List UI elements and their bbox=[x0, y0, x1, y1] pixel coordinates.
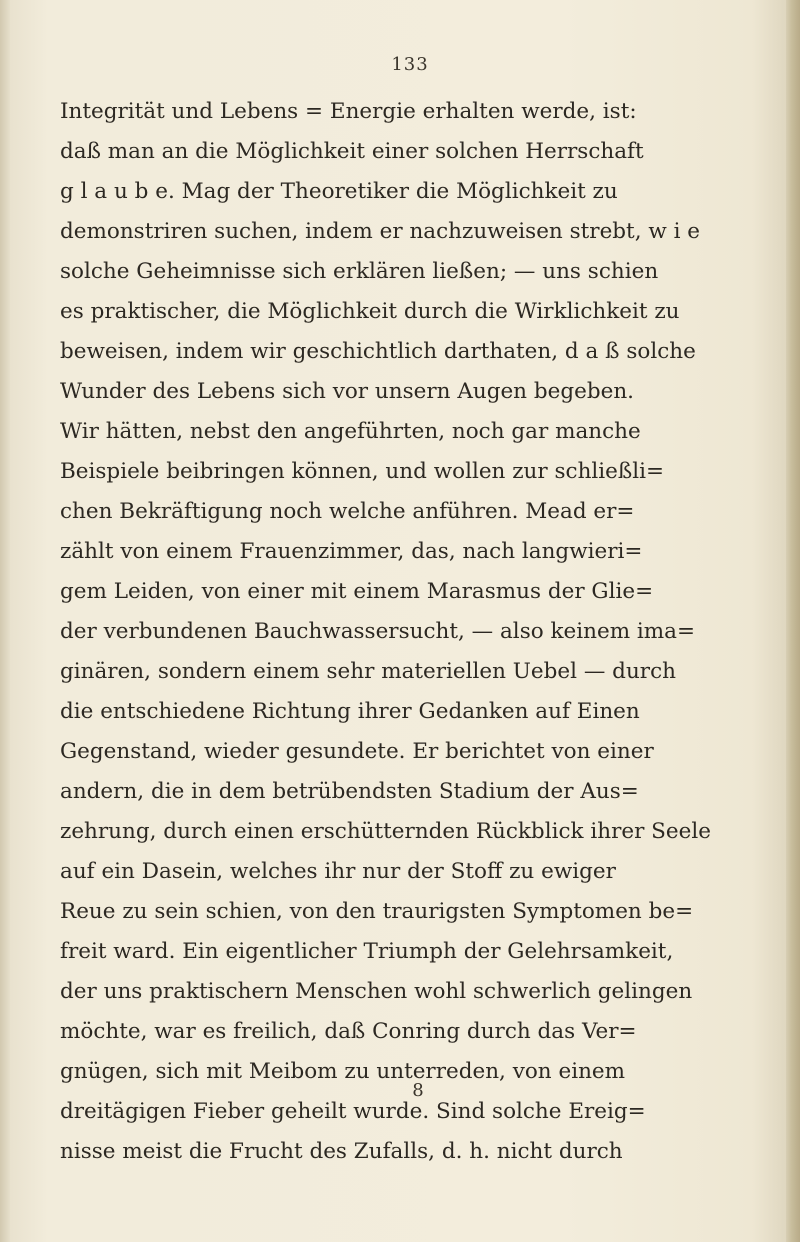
text-line: Wir hätten, nebst den angeführten, noch gar manche bbox=[60, 419, 641, 444]
text-line: die entschiedene Richtung ihrer Gedanken auf Einen bbox=[60, 699, 640, 724]
text-line: zehrung, durch einen erschütternden Rückblick ihrer Seele bbox=[60, 819, 711, 844]
text-line: auf ein Dasein, welches ihr nur der Stoff zu ewiger bbox=[60, 859, 616, 884]
text-line: dreitägigen Fieber geheilt wurde. Sind solche Ereig= bbox=[60, 1099, 646, 1124]
text-line: Reue zu sein schien, von den traurigsten Symptomen be= bbox=[60, 899, 694, 924]
text-line: beweisen, indem wir geschichtlich darthaten, d a ß solche bbox=[60, 339, 696, 364]
text-line: freit ward. Ein eigentlicher Triumph der Gelehrsamkeit, bbox=[60, 939, 674, 964]
text-line: gnügen, sich mit Meibom zu unterreden, von einem bbox=[60, 1059, 626, 1084]
text-line: ginären, sondern einem sehr materiellen Uebel — durch bbox=[60, 659, 676, 684]
printer-signature: 8 bbox=[412, 1080, 424, 1101]
text-line: Gegenstand, wieder gesundete. Er berichtet von einer bbox=[60, 739, 654, 764]
text-line: es praktischer, die Möglichkeit durch die Wirklichkeit zu bbox=[60, 299, 680, 324]
text-line: möchte, war es freilich, daß Conring durch das Ver= bbox=[60, 1019, 637, 1044]
text-line: demonstriren suchen, indem er nachzuweisen strebt, w i e bbox=[60, 219, 701, 244]
page-right-edge bbox=[786, 0, 800, 1242]
text-line: Wunder des Lebens sich vor unsern Augen begeben. bbox=[60, 379, 635, 404]
body-text bbox=[60, 92, 772, 1172]
page-left-edge bbox=[0, 0, 10, 1242]
text-line: zählt von einem Frauenzimmer, das, nach langwieri= bbox=[60, 539, 643, 564]
page-number: 133 bbox=[391, 54, 429, 75]
text-line: Beispiele beibringen können, und wollen zur schließli= bbox=[60, 459, 665, 484]
text-line: chen Bekräftigung noch welche anführen. Mead er= bbox=[60, 499, 635, 524]
text-line: Integrität und Lebens = Energie erhalten werde, ist: bbox=[60, 99, 637, 124]
text-line: der uns praktischern Menschen wohl schwerlich gelingen bbox=[60, 979, 693, 1004]
text-line: der verbundenen Bauchwassersucht, — also keinem ima= bbox=[60, 619, 696, 644]
text-line: gem Leiden, von einer mit einem Marasmus der Glie= bbox=[60, 579, 654, 604]
text-line: solche Geheimnisse sich erklären ließen; — uns schien bbox=[60, 259, 659, 284]
text-line: g l a u b e. Mag der Theoretiker die Möglichkeit zu bbox=[60, 179, 618, 204]
text-line: andern, die in dem betrübendsten Stadium der Aus= bbox=[60, 779, 639, 804]
text-line: nisse meist die Frucht des Zufalls, d. h. nicht durch bbox=[60, 1139, 623, 1164]
text-line: daß man an die Möglichkeit einer solchen Herrschaft bbox=[60, 139, 644, 164]
